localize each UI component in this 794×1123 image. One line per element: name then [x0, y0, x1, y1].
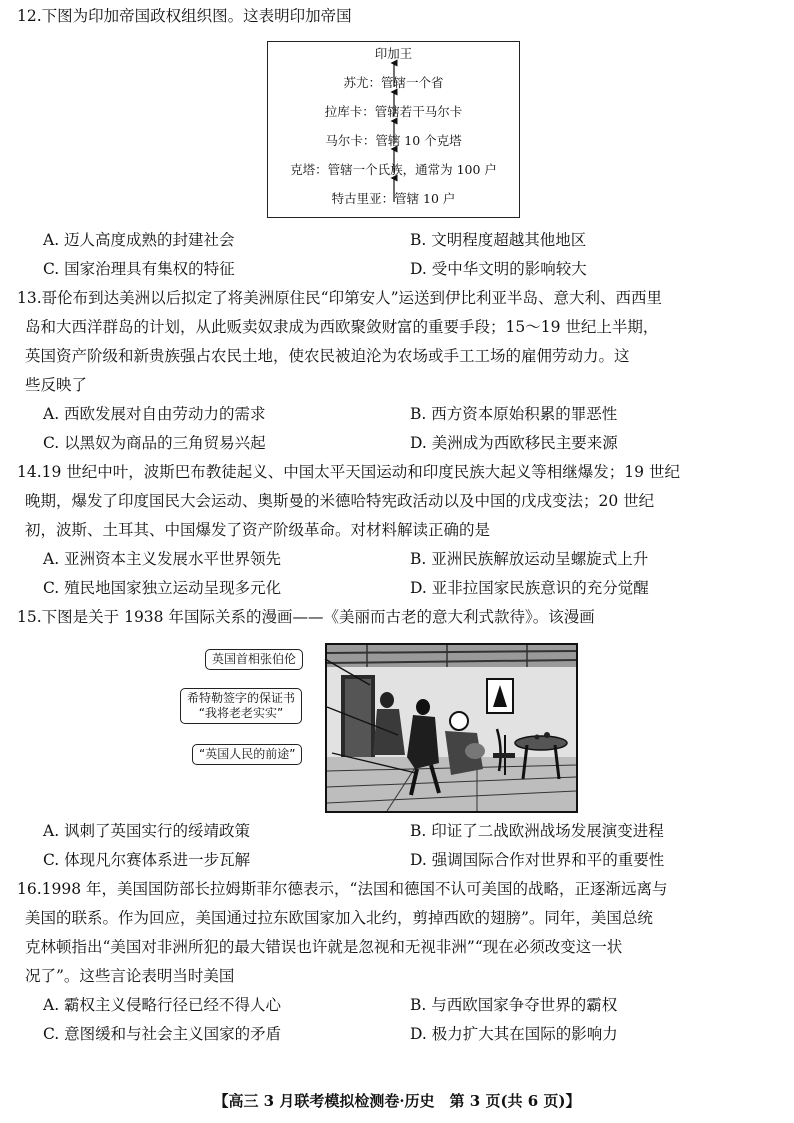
- question-15-options: [17, 817, 777, 875]
- callout-guarantee-line-2: “我将老老实实”: [198, 706, 284, 720]
- cartoon-figure: [180, 643, 580, 815]
- question-13: [17, 284, 777, 458]
- q16-option-b[interactable]: B. 与西欧国家争夺世界的霸权: [410, 996, 618, 1014]
- callout-guarantee-line-1: 希特勒签字的保证书: [187, 691, 296, 705]
- q13-option-b[interactable]: B. 西方资本原始积累的罪恶性: [410, 405, 618, 423]
- question-12-options: [17, 226, 777, 284]
- node-suyu: 苏尤：管辖一个省: [343, 75, 444, 90]
- q16-option-a[interactable]: A. 霸权主义侵略行径已经不得人心: [43, 996, 282, 1014]
- q15-option-a[interactable]: A. 讽刺了英国实行的绥靖政策: [43, 822, 251, 840]
- cartoon-illustration: [327, 645, 576, 811]
- node-keta: 克塔：管辖一个氏族，通常为 100 户: [290, 162, 497, 177]
- question-13-stem-line: 13.哥伦布到达美洲以后拟定了将美洲原住民“印第安人”运送到伊比利亚半岛、意大利、西西里: [17, 289, 663, 307]
- callout-guarantee: [180, 688, 302, 724]
- q15-option-c[interactable]: C. 体现凡尔赛体系进一步瓦解: [43, 851, 251, 869]
- node-inca-king: 印加王: [374, 46, 413, 61]
- question-15-stem: 15.下图是关于 1938 年国际关系的漫画——《美丽而古老的意大利式款待》。该漫画: [17, 608, 595, 626]
- node-teguliya: 特古里亚：管辖 10 户: [331, 191, 456, 206]
- q12-option-b[interactable]: B. 文明程度超越其他地区: [410, 231, 587, 249]
- question-13-stem-line: 岛和大西洋群岛的计划，从此贩卖奴隶成为西欧聚敛财富的重要手段；15～19 世纪上半期，: [25, 318, 659, 336]
- question-16: [17, 875, 777, 1049]
- question-16-stem-line: 美国的联系。作为回应，美国通过拉东欧国家加入北约，剪掉西欧的翅膀”。同年，美国总统: [25, 909, 653, 927]
- q16-option-c[interactable]: C. 意图缓和与社会主义国家的矛盾: [43, 1025, 282, 1043]
- question-12-stem: 12.下图为印加帝国政权组织图。这表明印加帝国: [17, 7, 352, 25]
- question-14-stem-line: 晚期，爆发了印度国民大会运动、奥斯曼的米德哈特宪政活动以及中国的戊戌变法；20 世纪: [25, 492, 655, 510]
- question-13-stem-line: 些反映了: [25, 376, 88, 394]
- q15-option-d[interactable]: D. 强调国际合作对世界和平的重要性: [410, 851, 665, 869]
- q12-option-d[interactable]: D. 受中华文明的影响较大: [410, 260, 587, 278]
- q14-option-b[interactable]: B. 亚洲民族解放运动呈螺旋式上升: [410, 550, 649, 568]
- question-15: [17, 603, 777, 632]
- question-12: [17, 2, 777, 31]
- q14-option-a[interactable]: A. 亚洲资本主义发展水平世界领先: [43, 550, 282, 568]
- page-footer: 【高三 3 月联考模拟检测卷·历史 第 3 页(共 6 页)】: [213, 1092, 581, 1110]
- question-16-stem-line: 况了”。这些言论表明当时美国: [25, 967, 235, 985]
- node-lakuka: 拉库卡：管辖若干马尔卡: [324, 104, 463, 119]
- q12-option-c[interactable]: C. 国家治理具有集权的特征: [43, 260, 235, 278]
- cartoon-image: [325, 643, 578, 813]
- question-14-stem-line: 14.19 世纪中叶，波斯巴布教徒起义、中国太平天国运动和印度民族大起义等相继爆发；19 世纪: [17, 463, 680, 481]
- q14-option-d[interactable]: D. 亚非拉国家民族意识的充分觉醒: [410, 579, 649, 597]
- q13-option-a[interactable]: A. 西欧发展对自由劳动力的需求: [43, 405, 266, 423]
- q15-option-b[interactable]: B. 印证了二战欧洲战场发展演变进程: [410, 822, 664, 840]
- q12-option-a[interactable]: A. 迈人高度成熟的封建社会: [43, 231, 235, 249]
- callout-british-future: “英国人民的前途”: [192, 744, 302, 765]
- callout-chamberlain: 英国首相张伯伦: [205, 649, 303, 670]
- question-14: [17, 458, 777, 603]
- question-14-stem-line: 初，波斯、土耳其、中国爆发了资产阶级革命。对材料解读正确的是: [25, 521, 491, 539]
- org-chart-arrows: [268, 42, 518, 216]
- question-13-stem-line: 英国资产阶级和新贵族强占农民土地，使农民被迫沦为农场或手工工场的雇佣劳动力。这: [25, 347, 630, 365]
- node-marka: 马尔卡：管辖 10 个克塔: [325, 133, 462, 148]
- question-16-stem-line: 16.1998 年，美国国防部长拉姆斯菲尔德表示，“法国和德国不认可美国的战略，正逐渐远离与: [17, 880, 668, 898]
- inca-org-chart: [267, 41, 520, 218]
- q13-option-c[interactable]: C. 以黑奴为商品的三角贸易兴起: [43, 434, 266, 452]
- question-16-stem-line: 克林顿指出“美国对非洲所犯的最大错误也许就是忽视和无视非洲”“现在必须改变这一状: [25, 938, 623, 956]
- q14-option-c[interactable]: C. 殖民地国家独立运动呈现多元化: [43, 579, 282, 597]
- q13-option-d[interactable]: D. 美洲成为西欧移民主要来源: [410, 434, 618, 452]
- q16-option-d[interactable]: D. 极力扩大其在国际的影响力: [410, 1025, 618, 1043]
